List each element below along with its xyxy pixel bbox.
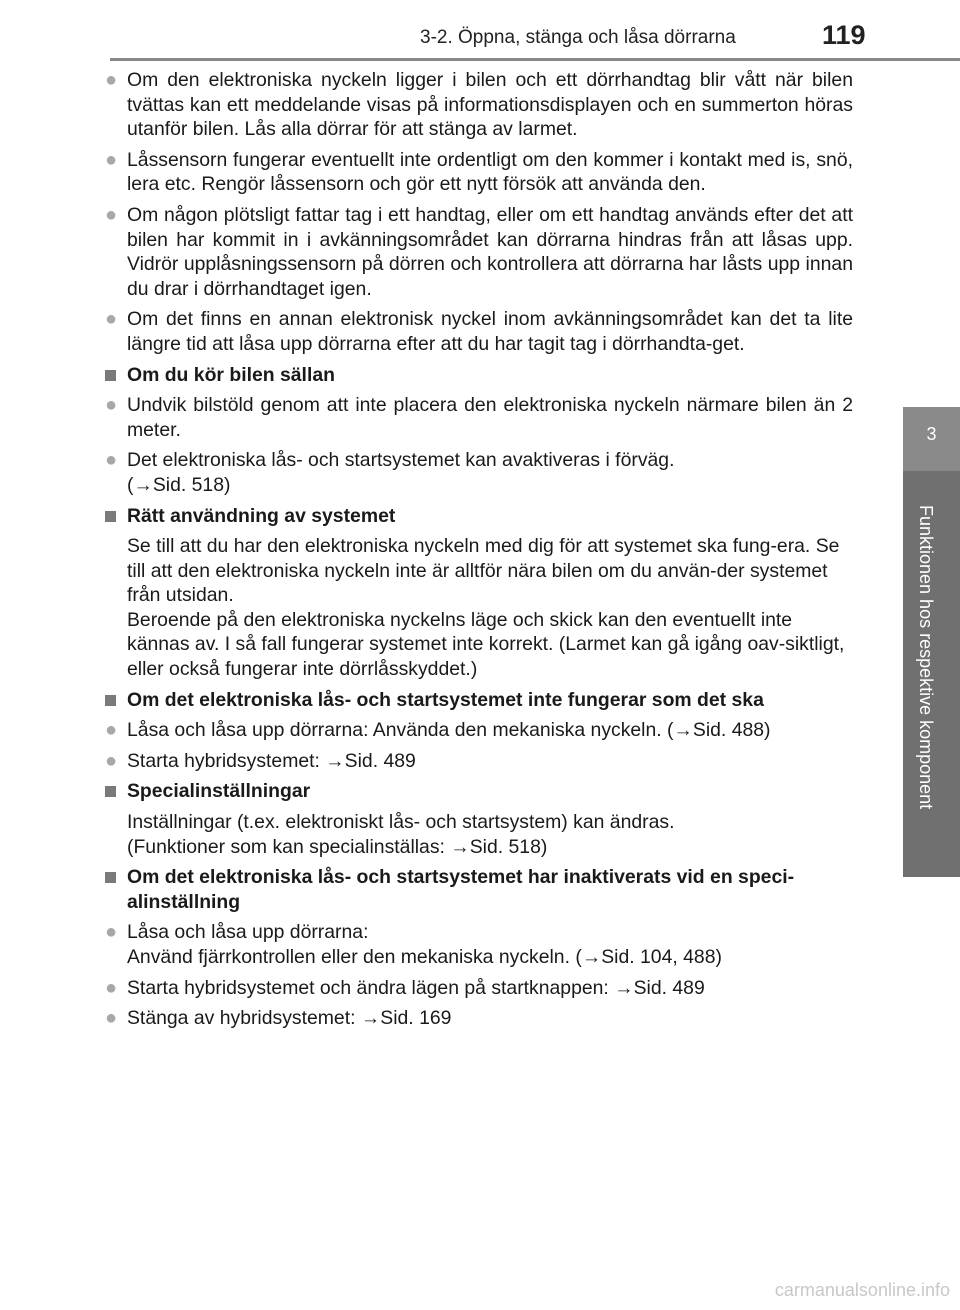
- list-item: [105, 393, 853, 442]
- paragraph-text: Beroende på den elektroniska nyckelns läge och skick kan den eventuellt inte kännas av. I så fall fungerar systemet inte korrekt. (Larmet kan gå igång oav-siktligt, eller också fungerar inte dörrlåsskyddet.): [127, 608, 845, 681]
- running-header-title: 3-2. Öppna, stänga och låsa dörrarna: [420, 27, 736, 48]
- bullet-text: Stänga av hybridsystemet: →Sid. 169: [127, 1007, 452, 1030]
- paragraph: [105, 810, 853, 859]
- bullet-dot-icon: ●: [105, 921, 118, 944]
- bullet-text: Låssensorn fungerar eventuellt inte ordentligt om den kommer i kontakt med is, snö, lera etc. Rengör låssensorn och gör ett nytt försök att använda den.: [127, 148, 853, 196]
- paragraph-text: (Funktioner som kan specialinställas: →Sid. 518): [127, 835, 548, 858]
- heading-square-icon: [105, 370, 116, 381]
- list-item: [105, 749, 853, 774]
- section-heading: [105, 363, 853, 388]
- list-item: [105, 148, 853, 197]
- bullet-text: Det elektroniska lås- och startsystemet kan avaktiveras i förväg.: [127, 449, 675, 472]
- bullet-dot-icon: ●: [105, 449, 118, 472]
- bullet-dot-icon: ●: [105, 69, 118, 91]
- list-item: [105, 718, 853, 743]
- heading-text: Rätt användning av systemet: [127, 504, 396, 527]
- heading-text: Om det elektroniska lås- och startsystemet har inaktiverats vid en speci-alinställning: [127, 866, 795, 913]
- heading-square-icon: [105, 872, 116, 883]
- list-item: [105, 920, 853, 969]
- list-item: [105, 1006, 853, 1031]
- section-heading: [105, 688, 853, 713]
- bullet-text: Använd fjärrkontrollen eller den mekaniska nyckeln. (→Sid. 104, 488): [127, 946, 722, 968]
- section-heading: [105, 865, 853, 914]
- bullet-dot-icon: ●: [105, 308, 118, 331]
- bullet-text: Låsa och låsa upp dörrarna: Använda den mekaniska nyckeln. (→Sid. 488): [127, 719, 771, 742]
- bullet-text: Om den elektroniska nyckeln ligger i bilen och ett dörrhandtag blir vått när bilen tvättas kan ett meddelande visas på informationsdisplayen och en summerton höras utanför bilen. Lås alla dörrar för att stänga av larmet.: [127, 69, 853, 141]
- watermark-brand: carmanualsonline.info: [774, 1280, 950, 1300]
- bullet-dot-icon: ●: [105, 749, 118, 772]
- page-number: 119: [822, 20, 866, 50]
- heading-square-icon: [105, 511, 116, 522]
- heading-square-icon: [105, 695, 116, 706]
- header-divider: [110, 58, 960, 61]
- paragraph-text: Inställningar (t.ex. elektroniskt lås- och startsystem) kan ändras.: [127, 811, 675, 834]
- section-heading: [105, 504, 853, 529]
- list-item: [105, 68, 853, 142]
- list-item: [105, 203, 853, 301]
- bullet-dot-icon: ●: [105, 719, 118, 742]
- bullet-dot-icon: ●: [105, 394, 118, 417]
- section-heading: [105, 779, 853, 804]
- page-reference: (→Sid. 518): [127, 473, 231, 496]
- page-content: [105, 68, 853, 1037]
- bullet-dot-icon: ●: [105, 203, 118, 226]
- paragraph: [105, 534, 853, 682]
- bullet-text: Starta hybridsystemet och ändra lägen på startknappen: →Sid. 489: [127, 976, 705, 999]
- bullet-text: Låsa och låsa upp dörrarna:: [127, 921, 369, 944]
- bullet-text: Starta hybridsystemet: →Sid. 489: [127, 749, 416, 772]
- bullet-text: Om någon plötsligt fattar tag i ett handtag, eller om ett handtag används efter det att bilen har kommit in i avkänningsområdet kan dörrarna hindras från att låsas upp. Vidrör upplåsningssensorn på dörren och kontrollera att dörrarna har låsts upp innan du drar i dörrhandtaget igen.: [127, 203, 853, 300]
- list-item: [105, 307, 853, 356]
- heading-text: Om du kör bilen sällan: [127, 363, 335, 386]
- bullet-dot-icon: ●: [105, 148, 118, 171]
- heading-text: Specialinställningar: [127, 780, 311, 803]
- heading-square-icon: [105, 786, 116, 797]
- paragraph-text: Se till att du har den elektroniska nyckeln med dig för att systemet ska fung-era. Se till att den elektroniska nyckeln inte är alltför nära bilen om du använ-der systemet från utsidan.: [127, 535, 840, 607]
- bullet-dot-icon: ●: [105, 1007, 118, 1030]
- bullet-dot-icon: ●: [105, 976, 118, 999]
- list-item: [105, 976, 853, 1001]
- heading-text: Om det elektroniska lås- och startsystemet inte fungerar som det ska: [127, 688, 764, 711]
- chapter-title: Funktionen hos respektive komponent: [916, 505, 936, 810]
- bullet-text: Undvik bilstöld genom att inte placera den elektroniska nyckeln närmare bilen än 2 meter.: [127, 394, 853, 441]
- bullet-text: Om det finns en annan elektronisk nyckel inom avkänningsområdet kan det ta lite längre tid att låsa upp dörrarna efter att du har tagit tag i dörrhandta-get.: [127, 308, 853, 355]
- list-item: [105, 448, 853, 497]
- chapter-number: 3: [926, 424, 937, 444]
